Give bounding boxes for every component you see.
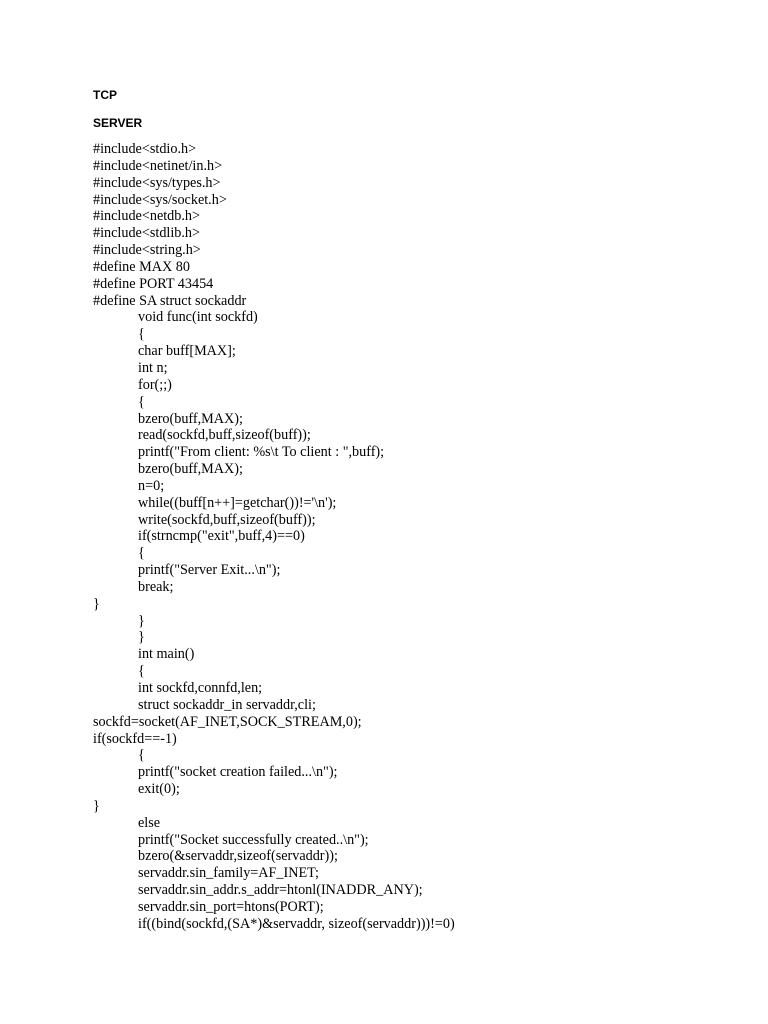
code-line: { <box>138 663 145 680</box>
code-line: } <box>93 595 100 612</box>
code-line: servaddr.sin_family=AF_INET; <box>138 865 319 882</box>
code-line: { <box>138 747 145 764</box>
code-line: printf("Server Exit...\n"); <box>138 562 281 579</box>
code-line: #include<stdio.h> <box>93 141 197 157</box>
code-line: n=0; <box>138 477 165 494</box>
code-line: { <box>138 326 145 343</box>
code-line: } <box>93 797 100 814</box>
code-line: servaddr.sin_port=htons(PORT); <box>138 898 324 915</box>
code-line: for(;;) <box>138 376 172 393</box>
code-line: write(sockfd,buff,sizeof(buff)); <box>138 511 316 528</box>
code-line: { <box>138 545 145 562</box>
document-title: TCP <box>93 88 117 102</box>
code-line: printf("socket creation failed...\n"); <box>138 764 338 781</box>
code-line: servaddr.sin_addr.s_addr=htonl(INADDR_ANY); <box>138 882 423 899</box>
code-line: #include<stdlib.h> <box>93 225 201 242</box>
code-line: while((buff[n++]=getchar())!='\n'); <box>138 494 337 511</box>
code-line: if(sockfd==-1) <box>93 730 177 747</box>
code-line: #define PORT 43454 <box>93 275 214 292</box>
code-line: bzero(buff,MAX); <box>138 461 243 478</box>
document-subtitle: SERVER <box>93 116 143 130</box>
code-line: } <box>138 629 145 646</box>
code-line: #define MAX 80 <box>93 258 190 275</box>
code-line: #define SA struct sockaddr <box>93 292 247 309</box>
code-listing <box>0 141 455 933</box>
code-line: if(strncmp("exit",buff,4)==0) <box>138 528 305 545</box>
code-line: else <box>138 814 161 831</box>
code-line: #include<netinet/in.h> <box>93 157 223 174</box>
code-line: exit(0); <box>138 781 180 798</box>
code-line: #include<sys/socket.h> <box>93 191 227 208</box>
code-line: } <box>138 612 145 629</box>
code-line: read(sockfd,buff,sizeof(buff)); <box>138 427 311 444</box>
code-line: #include<netdb.h> <box>93 208 201 225</box>
code-line: printf("From client: %s\t To client : ",buff); <box>138 444 385 461</box>
code-line: int n; <box>138 359 168 376</box>
code-line: #include<sys/types.h> <box>93 174 221 191</box>
code-line: void func(int sockfd) <box>138 309 258 326</box>
code-line: if((bind(sockfd,(SA*)&servaddr, sizeof(servaddr)))!=0) <box>138 915 455 932</box>
code-line: char buff[MAX]; <box>138 343 236 360</box>
code-line: bzero(&servaddr,sizeof(servaddr)); <box>138 848 338 865</box>
code-line: printf("Socket successfully created..\n"); <box>138 831 369 848</box>
code-line: #include<string.h> <box>93 242 201 259</box>
code-line: struct sockaddr_in servaddr,cli; <box>138 696 316 713</box>
code-line: int sockfd,connfd,len; <box>138 680 263 696</box>
code-line: break; <box>138 578 174 595</box>
code-line: { <box>138 393 145 410</box>
code-line: bzero(buff,MAX); <box>138 410 243 427</box>
code-line: int main() <box>138 646 195 663</box>
code-line: sockfd=socket(AF_INET,SOCK_STREAM,0); <box>93 713 362 730</box>
